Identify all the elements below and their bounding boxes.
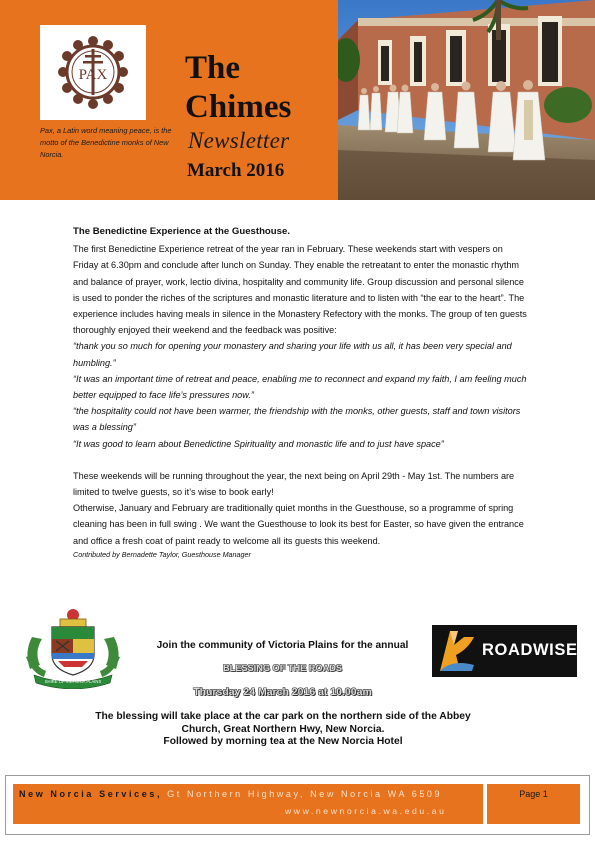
article-quote-1: “thank you so much for opening your monastery and sharing your life with us all, it has been very special and humbling.”	[73, 341, 512, 368]
footer-page-number: Page 1	[519, 789, 548, 799]
roadwise-logo-icon	[434, 625, 480, 677]
pax-logo-text: PAX	[78, 67, 108, 83]
pax-logo	[40, 25, 146, 120]
newsletter-header	[0, 0, 595, 200]
event-name: BLESSING OF THE ROADS	[223, 663, 342, 673]
event-join-line: Join the community of Victoria Plains for the annual	[156, 640, 409, 651]
article-paragraph-2: These weekends will be running throughout the year, the next being on April 29th - May 1st. The numbers are limited to twelve guests, so it’s wise to book early!	[73, 470, 515, 498]
shire-crest	[22, 607, 124, 689]
crest-motto: SHIRE OF VICTORIA PLAINS	[44, 679, 102, 684]
footer-website-link[interactable]: www.newnorcia.wa.edu.au	[285, 806, 447, 816]
newsletter-title-line1: The	[185, 50, 241, 86]
newsletter-title-line2: Chimes	[185, 89, 292, 125]
event-details	[88, 711, 478, 749]
guesthouse-article	[73, 224, 528, 561]
pax-cross-emblem-icon	[40, 25, 146, 120]
article-credit: Contributed by Bernadette Taylor, Guesthouse Manager	[73, 549, 251, 559]
shire-crest-icon	[22, 607, 124, 689]
event-details-line-3: Followed by morning tea at the New Norcia Hotel	[163, 736, 403, 747]
paragraph-gap	[73, 452, 528, 468]
article-heading: The Benedictine Experience at the Guesthouse.	[73, 226, 290, 237]
event-details-line-1: The blessing will take place at the car park on the northern side of the Abbey	[95, 711, 471, 722]
article-intro: The first Benedictine Experience retreat of the year ran in February. These weekends start with vespers on Friday at 6.30pm and conclude after lunch on Sunday. They enable the retreatant to enter the monastic rhythm and balance of prayer, work, lectio divina, hospitality and community life. Group discussion and personal silence is used to ponder the riches of the scriptures and monastic literature and to listen with “the ear to the heart”. The experience includes having meals in silence in the Monastery Refectory with the monks. The group of ten guests thoroughly enjoyed their weekend and the feedback was positive:	[73, 244, 527, 336]
article-quote-3: “the hospitality could not have been warmer, the friendship with the monks, other guests, staff and town visitors was a blessing”	[73, 406, 521, 433]
roadwise-logo	[432, 625, 577, 677]
issue-date: March 2016	[187, 160, 285, 181]
article-paragraph-3: Otherwise, January and February are traditionally quiet months in the Guesthouse, so a programme of spring cleaning has been in full swing . We want the Guesthouse to look its best for Easter, so have given the entrance and office a fresh coat of paint ready to welcome all its guests this weekend.	[73, 503, 524, 546]
monks-procession-photo	[338, 0, 595, 200]
article-quote-4: “It was good to learn about Benedictine Spirituality and monastic life and to just have space”	[73, 438, 444, 449]
article-quote-2: “It was an important time of retreat and peace, enabling me to reconnect and expand my faith, I am feeling much better equipped to face life’s pressures now.”	[73, 373, 527, 401]
logo-caption: Pax, a Latin word meaning peace, is the motto of the Benedictine monks of New Norcia.	[40, 126, 172, 159]
event-date: Thursday 24 March 2016 at 10.00am	[193, 686, 372, 698]
newsletter-subtitle: Newsletter	[188, 128, 290, 153]
footer-address: Gt Northern Highway, New Norcia WA 6509	[167, 789, 443, 799]
event-details-line-2: Church, Great Northern Hwy, New Norcia.	[181, 723, 385, 735]
footer-org: New Norcia Services,	[19, 789, 163, 799]
footer-address-line	[19, 789, 442, 799]
roadwise-logo-text: ROADWISE	[482, 641, 578, 659]
